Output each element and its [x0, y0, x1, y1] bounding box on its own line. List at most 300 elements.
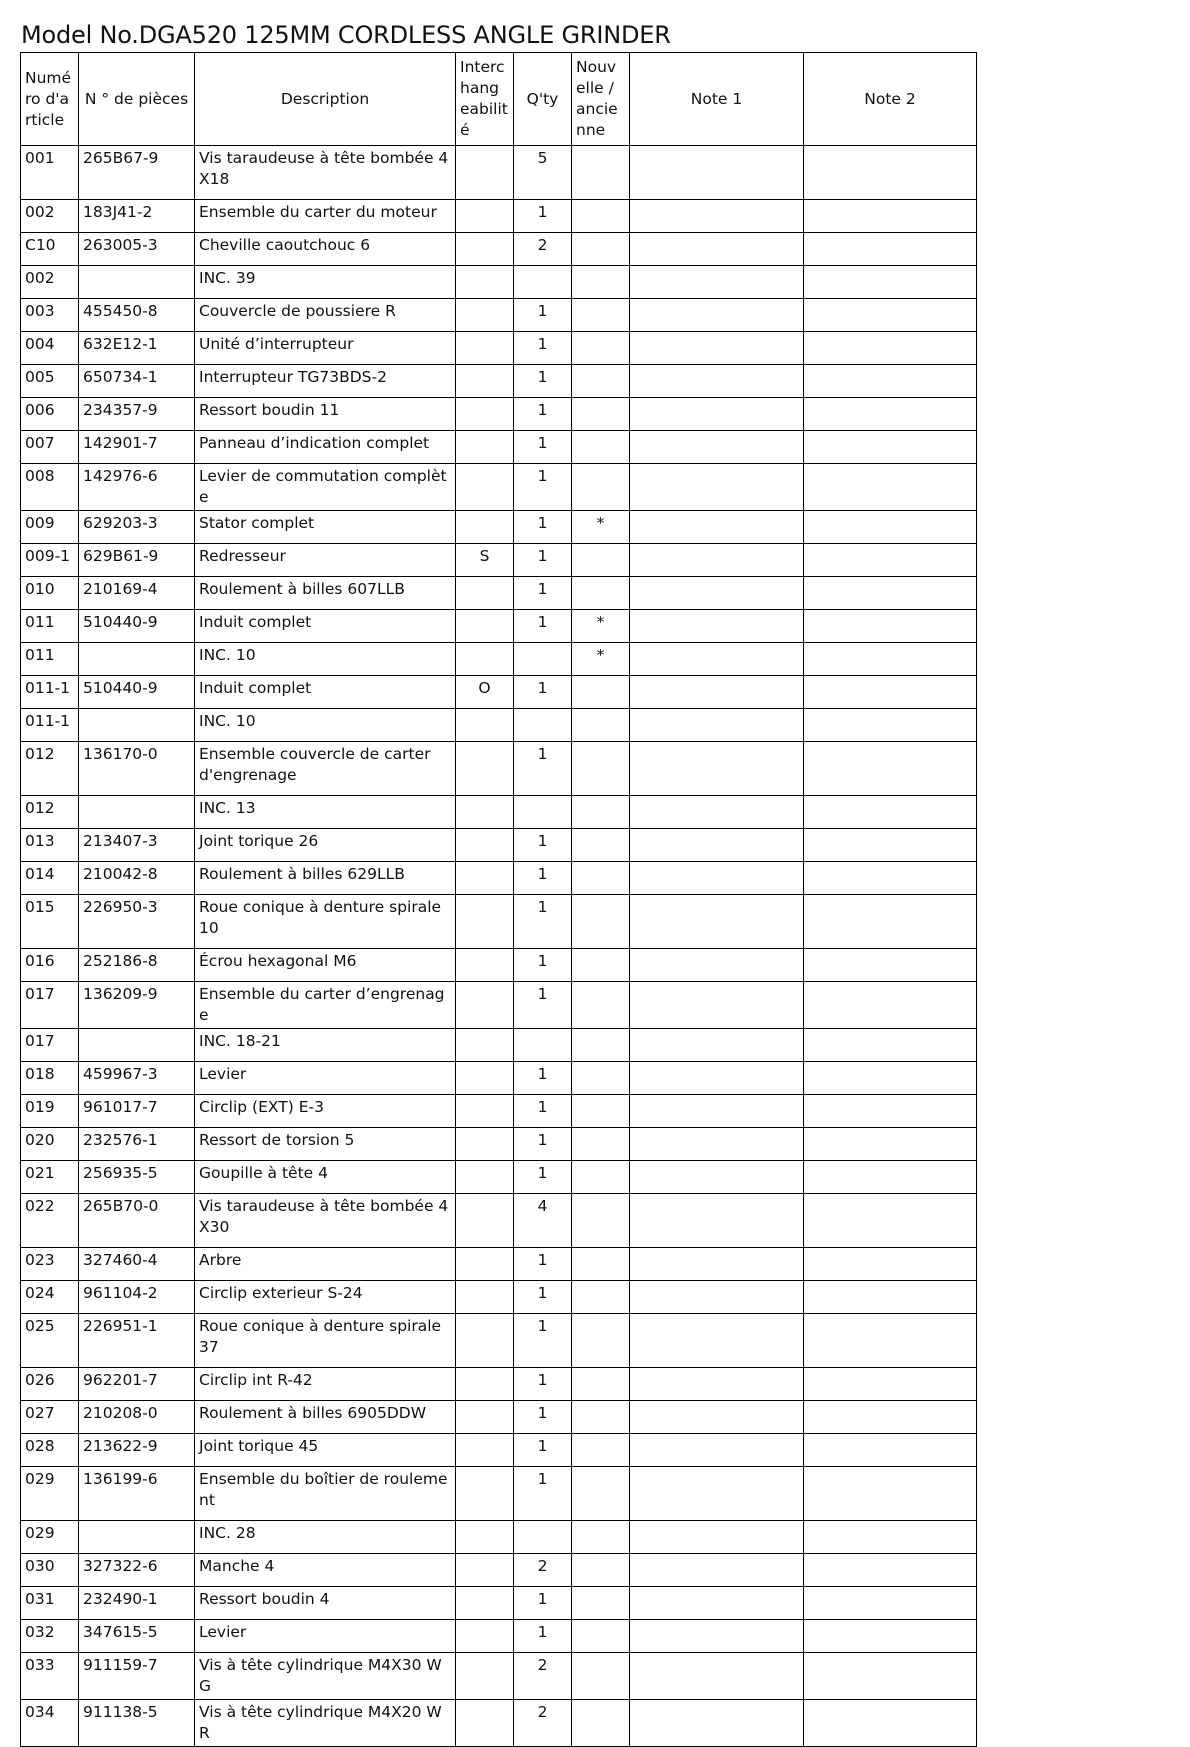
cell-description: Vis taraudeuse à tête bombée 4X30: [195, 1194, 456, 1248]
cell-quantity: 1: [514, 1368, 572, 1401]
cell-item-number: 031: [21, 1587, 79, 1620]
cell-new-old: [572, 829, 630, 862]
cell-quantity: 1: [514, 1161, 572, 1194]
cell-part-number: 226951-1: [79, 1314, 195, 1368]
cell-part-number: 265B70-0: [79, 1194, 195, 1248]
table-row: [21, 1062, 977, 1095]
cell-new-old: [572, 949, 630, 982]
cell-note-2: [804, 742, 977, 796]
cell-part-number: 232490-1: [79, 1587, 195, 1620]
cell-interchangeability: [456, 365, 514, 398]
cell-description: Ressort boudin 4: [195, 1587, 456, 1620]
cell-description: Induit complet: [195, 610, 456, 643]
cell-note-1: [630, 709, 804, 742]
cell-new-old: [572, 1521, 630, 1554]
cell-new-old: [572, 709, 630, 742]
cell-note-2: [804, 1029, 977, 1062]
cell-quantity: [514, 709, 572, 742]
cell-note-1: [630, 1281, 804, 1314]
cell-note-1: [630, 146, 804, 200]
table-row: [21, 709, 977, 742]
cell-part-number: 252186-8: [79, 949, 195, 982]
cell-description: Redresseur: [195, 544, 456, 577]
cell-note-2: [804, 610, 977, 643]
table-row: [21, 577, 977, 610]
cell-interchangeability: [456, 1248, 514, 1281]
cell-description: Ressort boudin 11: [195, 398, 456, 431]
cell-new-old: [572, 676, 630, 709]
cell-note-2: [804, 1620, 977, 1653]
cell-new-old: [572, 1248, 630, 1281]
cell-note-2: [804, 1095, 977, 1128]
cell-new-old: [572, 1161, 630, 1194]
cell-part-number: 213622-9: [79, 1434, 195, 1467]
cell-quantity: [514, 643, 572, 676]
table-row: [21, 1434, 977, 1467]
cell-new-old: *: [572, 610, 630, 643]
cell-part-number: 234357-9: [79, 398, 195, 431]
cell-note-1: [630, 1314, 804, 1368]
cell-note-1: [630, 1368, 804, 1401]
cell-quantity: 1: [514, 1281, 572, 1314]
cell-new-old: [572, 332, 630, 365]
table-row: [21, 1314, 977, 1368]
cell-interchangeability: [456, 1062, 514, 1095]
cell-note-1: [630, 299, 804, 332]
cell-item-number: 033: [21, 1653, 79, 1700]
cell-item-number: 006: [21, 398, 79, 431]
cell-note-1: [630, 1029, 804, 1062]
cell-description: Unité d’interrupteur: [195, 332, 456, 365]
table-row: [21, 398, 977, 431]
cell-new-old: [572, 266, 630, 299]
cell-interchangeability: [456, 1161, 514, 1194]
cell-new-old: *: [572, 643, 630, 676]
cell-description: Roue conique à denture spirale 10: [195, 895, 456, 949]
cell-new-old: [572, 982, 630, 1029]
cell-interchangeability: [456, 1029, 514, 1062]
cell-interchangeability: [456, 146, 514, 200]
header-description: Description: [195, 53, 456, 146]
cell-note-2: [804, 1434, 977, 1467]
cell-new-old: [572, 1587, 630, 1620]
cell-part-number: [79, 709, 195, 742]
cell-note-1: [630, 1554, 804, 1587]
cell-quantity: [514, 1029, 572, 1062]
cell-note-1: [630, 577, 804, 610]
cell-note-2: [804, 709, 977, 742]
cell-note-1: [630, 982, 804, 1029]
cell-note-1: [630, 1587, 804, 1620]
table-row: [21, 1401, 977, 1434]
cell-new-old: [572, 1700, 630, 1747]
cell-interchangeability: [456, 200, 514, 233]
cell-item-number: 025: [21, 1314, 79, 1368]
cell-note-1: [630, 643, 804, 676]
header-item-number: Numé ro d'a rticle: [21, 53, 79, 146]
cell-new-old: [572, 299, 630, 332]
table-row: [21, 1554, 977, 1587]
cell-description: Écrou hexagonal M6: [195, 949, 456, 982]
parts-table-container: [20, 52, 977, 1742]
cell-description: Circlip int R-42: [195, 1368, 456, 1401]
table-row: [21, 643, 977, 676]
cell-quantity: 1: [514, 511, 572, 544]
cell-note-2: [804, 895, 977, 949]
cell-description: INC. 13: [195, 796, 456, 829]
cell-item-number: 010: [21, 577, 79, 610]
cell-description: Ensemble du carter d’engrenage: [195, 982, 456, 1029]
cell-part-number: 459967-3: [79, 1062, 195, 1095]
cell-item-number: 008: [21, 464, 79, 511]
table-row: [21, 1029, 977, 1062]
cell-item-number: 015: [21, 895, 79, 949]
cell-interchangeability: [456, 1128, 514, 1161]
cell-item-number: 020: [21, 1128, 79, 1161]
header-new-old: Nouv elle / ancie nne: [572, 53, 630, 146]
cell-quantity: 5: [514, 146, 572, 200]
cell-note-1: [630, 398, 804, 431]
cell-part-number: 327460-4: [79, 1248, 195, 1281]
cell-quantity: 2: [514, 1700, 572, 1747]
cell-new-old: [572, 200, 630, 233]
cell-note-2: [804, 511, 977, 544]
cell-description: Ensemble couvercle de carter d'engrenage: [195, 742, 456, 796]
cell-item-number: 009: [21, 511, 79, 544]
cell-quantity: 1: [514, 398, 572, 431]
cell-description: Circlip exterieur S-24: [195, 1281, 456, 1314]
cell-note-1: [630, 1620, 804, 1653]
cell-description: Manche 4: [195, 1554, 456, 1587]
cell-part-number: 136199-6: [79, 1467, 195, 1521]
cell-interchangeability: [456, 862, 514, 895]
table-row: [21, 1653, 977, 1700]
cell-quantity: 1: [514, 200, 572, 233]
cell-item-number: 016: [21, 949, 79, 982]
table-row: [21, 895, 977, 949]
header-note-1: Note 1: [630, 53, 804, 146]
cell-quantity: 1: [514, 299, 572, 332]
cell-interchangeability: [456, 1368, 514, 1401]
cell-note-2: [804, 365, 977, 398]
cell-quantity: 1: [514, 1314, 572, 1368]
cell-new-old: [572, 742, 630, 796]
cell-quantity: 1: [514, 332, 572, 365]
cell-quantity: 1: [514, 949, 572, 982]
cell-interchangeability: [456, 1587, 514, 1620]
cell-interchangeability: [456, 610, 514, 643]
cell-note-1: [630, 464, 804, 511]
cell-part-number: [79, 796, 195, 829]
cell-description: Vis à tête cylindrique M4X20 WR: [195, 1700, 456, 1747]
cell-interchangeability: [456, 643, 514, 676]
cell-part-number: 142976-6: [79, 464, 195, 511]
cell-new-old: [572, 1194, 630, 1248]
cell-description: Roue conique à denture spirale 37: [195, 1314, 456, 1368]
cell-note-1: [630, 511, 804, 544]
cell-interchangeability: [456, 577, 514, 610]
cell-note-1: [630, 1062, 804, 1095]
cell-quantity: 1: [514, 982, 572, 1029]
cell-item-number: 009-1: [21, 544, 79, 577]
table-row: [21, 544, 977, 577]
cell-quantity: 1: [514, 1062, 572, 1095]
cell-part-number: 263005-3: [79, 233, 195, 266]
cell-part-number: 226950-3: [79, 895, 195, 949]
cell-description: Levier de commutation complète: [195, 464, 456, 511]
cell-quantity: 1: [514, 544, 572, 577]
cell-new-old: [572, 1620, 630, 1653]
cell-note-1: [630, 365, 804, 398]
cell-part-number: 210208-0: [79, 1401, 195, 1434]
cell-interchangeability: [456, 1194, 514, 1248]
cell-interchangeability: [456, 1434, 514, 1467]
cell-description: Roulement à billes 629LLB: [195, 862, 456, 895]
cell-quantity: 1: [514, 829, 572, 862]
cell-note-2: [804, 431, 977, 464]
cell-note-2: [804, 1653, 977, 1700]
cell-interchangeability: [456, 1401, 514, 1434]
cell-note-1: [630, 1700, 804, 1747]
cell-new-old: [572, 1554, 630, 1587]
cell-quantity: 1: [514, 610, 572, 643]
cell-description: INC. 10: [195, 643, 456, 676]
cell-new-old: [572, 1314, 630, 1368]
cell-note-1: [630, 610, 804, 643]
cell-part-number: 961017-7: [79, 1095, 195, 1128]
parts-table: [20, 52, 977, 1747]
cell-description: Cheville caoutchouc 6: [195, 233, 456, 266]
cell-new-old: [572, 1653, 630, 1700]
cell-note-1: [630, 431, 804, 464]
cell-description: Ensemble du boîtier de roulement: [195, 1467, 456, 1521]
cell-part-number: 510440-9: [79, 610, 195, 643]
cell-description: Panneau d’indication complet: [195, 431, 456, 464]
table-row: [21, 1521, 977, 1554]
cell-new-old: [572, 1434, 630, 1467]
cell-interchangeability: [456, 332, 514, 365]
cell-interchangeability: [456, 1095, 514, 1128]
cell-note-2: [804, 643, 977, 676]
cell-part-number: 136209-9: [79, 982, 195, 1029]
table-row: [21, 1368, 977, 1401]
cell-description: Interrupteur TG73BDS-2: [195, 365, 456, 398]
cell-quantity: 1: [514, 431, 572, 464]
cell-note-2: [804, 233, 977, 266]
cell-new-old: [572, 895, 630, 949]
cell-note-1: [630, 200, 804, 233]
cell-note-2: [804, 1368, 977, 1401]
cell-part-number: 327322-6: [79, 1554, 195, 1587]
table-row: [21, 862, 977, 895]
header-part-number: N ° de pièces: [79, 53, 195, 146]
cell-item-number: 013: [21, 829, 79, 862]
cell-note-1: [630, 332, 804, 365]
cell-description: Levier: [195, 1620, 456, 1653]
cell-note-2: [804, 200, 977, 233]
cell-part-number: 911138-5: [79, 1700, 195, 1747]
cell-note-2: [804, 1281, 977, 1314]
cell-new-old: [572, 398, 630, 431]
cell-item-number: 028: [21, 1434, 79, 1467]
cell-note-2: [804, 1128, 977, 1161]
cell-quantity: 1: [514, 365, 572, 398]
cell-description: Ensemble du carter du moteur: [195, 200, 456, 233]
table-row: [21, 610, 977, 643]
cell-description: Stator complet: [195, 511, 456, 544]
cell-interchangeability: [456, 464, 514, 511]
cell-interchangeability: [456, 1467, 514, 1521]
cell-item-number: 030: [21, 1554, 79, 1587]
cell-part-number: 213407-3: [79, 829, 195, 862]
cell-note-2: [804, 544, 977, 577]
cell-item-number: 007: [21, 431, 79, 464]
cell-quantity: 2: [514, 233, 572, 266]
cell-part-number: 256935-5: [79, 1161, 195, 1194]
cell-description: Joint torique 26: [195, 829, 456, 862]
cell-note-1: [630, 1194, 804, 1248]
table-row: [21, 200, 977, 233]
cell-note-1: [630, 742, 804, 796]
cell-description: INC. 18-21: [195, 1029, 456, 1062]
cell-quantity: [514, 796, 572, 829]
table-row: [21, 511, 977, 544]
cell-item-number: 002: [21, 200, 79, 233]
cell-note-1: [630, 1248, 804, 1281]
header-note-2: Note 2: [804, 53, 977, 146]
cell-new-old: [572, 1401, 630, 1434]
cell-description: Joint torique 45: [195, 1434, 456, 1467]
cell-part-number: 632E12-1: [79, 332, 195, 365]
cell-item-number: 017: [21, 1029, 79, 1062]
cell-interchangeability: [456, 1620, 514, 1653]
cell-note-2: [804, 332, 977, 365]
cell-note-1: [630, 233, 804, 266]
table-row: [21, 1161, 977, 1194]
cell-description: Roulement à billes 607LLB: [195, 577, 456, 610]
cell-note-2: [804, 1554, 977, 1587]
cell-item-number: 014: [21, 862, 79, 895]
cell-note-2: [804, 1161, 977, 1194]
cell-interchangeability: S: [456, 544, 514, 577]
cell-part-number: 136170-0: [79, 742, 195, 796]
cell-item-number: 034: [21, 1700, 79, 1747]
cell-item-number: 011: [21, 643, 79, 676]
cell-interchangeability: [456, 949, 514, 982]
cell-note-2: [804, 949, 977, 982]
cell-part-number: [79, 1029, 195, 1062]
cell-note-2: [804, 266, 977, 299]
cell-quantity: 1: [514, 676, 572, 709]
table-row: [21, 796, 977, 829]
cell-quantity: 1: [514, 464, 572, 511]
table-row: [21, 146, 977, 200]
table-row: [21, 829, 977, 862]
cell-description: Roulement à billes 6905DDW: [195, 1401, 456, 1434]
cell-note-1: [630, 895, 804, 949]
cell-interchangeability: [456, 1281, 514, 1314]
cell-note-2: [804, 1521, 977, 1554]
cell-item-number: 024: [21, 1281, 79, 1314]
table-row: [21, 266, 977, 299]
cell-interchangeability: [456, 982, 514, 1029]
cell-new-old: [572, 544, 630, 577]
cell-description: Vis à tête cylindrique M4X30 WG: [195, 1653, 456, 1700]
cell-quantity: 1: [514, 1401, 572, 1434]
cell-part-number: 210169-4: [79, 577, 195, 610]
cell-part-number: 962201-7: [79, 1368, 195, 1401]
cell-new-old: [572, 1467, 630, 1521]
header-quantity: Q'ty: [514, 53, 572, 146]
cell-item-number: 012: [21, 742, 79, 796]
table-row: [21, 1467, 977, 1521]
cell-note-2: [804, 1062, 977, 1095]
cell-quantity: 1: [514, 742, 572, 796]
cell-interchangeability: [456, 1554, 514, 1587]
cell-description: Arbre: [195, 1248, 456, 1281]
cell-note-2: [804, 577, 977, 610]
cell-part-number: 142901-7: [79, 431, 195, 464]
cell-note-2: [804, 1248, 977, 1281]
cell-part-number: 347615-5: [79, 1620, 195, 1653]
cell-note-1: [630, 796, 804, 829]
table-row: [21, 1281, 977, 1314]
cell-quantity: 2: [514, 1653, 572, 1700]
cell-item-number: 011-1: [21, 676, 79, 709]
cell-item-number: 001: [21, 146, 79, 200]
cell-new-old: [572, 233, 630, 266]
cell-new-old: [572, 1029, 630, 1062]
cell-interchangeability: [456, 1700, 514, 1747]
table-row: [21, 464, 977, 511]
cell-description: Goupille à tête 4: [195, 1161, 456, 1194]
cell-interchangeability: [456, 742, 514, 796]
cell-interchangeability: [456, 431, 514, 464]
cell-part-number: 629203-3: [79, 511, 195, 544]
cell-quantity: 1: [514, 895, 572, 949]
cell-new-old: [572, 1368, 630, 1401]
cell-note-1: [630, 829, 804, 862]
cell-new-old: [572, 146, 630, 200]
cell-part-number: 183J41-2: [79, 200, 195, 233]
table-row: [21, 1128, 977, 1161]
cell-note-1: [630, 544, 804, 577]
cell-part-number: 455450-8: [79, 299, 195, 332]
table-row: [21, 982, 977, 1029]
cell-quantity: 4: [514, 1194, 572, 1248]
cell-interchangeability: [456, 233, 514, 266]
cell-note-2: [804, 1587, 977, 1620]
cell-note-2: [804, 676, 977, 709]
cell-note-1: [630, 676, 804, 709]
cell-description: Vis taraudeuse à tête bombée 4X18: [195, 146, 456, 200]
cell-interchangeability: [456, 1653, 514, 1700]
document-title: Model No.DGA520 125MM CORDLESS ANGLE GRINDER: [21, 21, 671, 49]
cell-note-2: [804, 146, 977, 200]
cell-new-old: [572, 1062, 630, 1095]
cell-part-number: 961104-2: [79, 1281, 195, 1314]
cell-description: Ressort de torsion 5: [195, 1128, 456, 1161]
cell-new-old: [572, 1128, 630, 1161]
cell-new-old: [572, 365, 630, 398]
table-row: [21, 299, 977, 332]
cell-quantity: 2: [514, 1554, 572, 1587]
cell-description: Induit complet: [195, 676, 456, 709]
cell-description: Circlip (EXT) E-3: [195, 1095, 456, 1128]
header-interchangeability: Interc hang eabilit é: [456, 53, 514, 146]
cell-new-old: [572, 1281, 630, 1314]
cell-new-old: [572, 431, 630, 464]
